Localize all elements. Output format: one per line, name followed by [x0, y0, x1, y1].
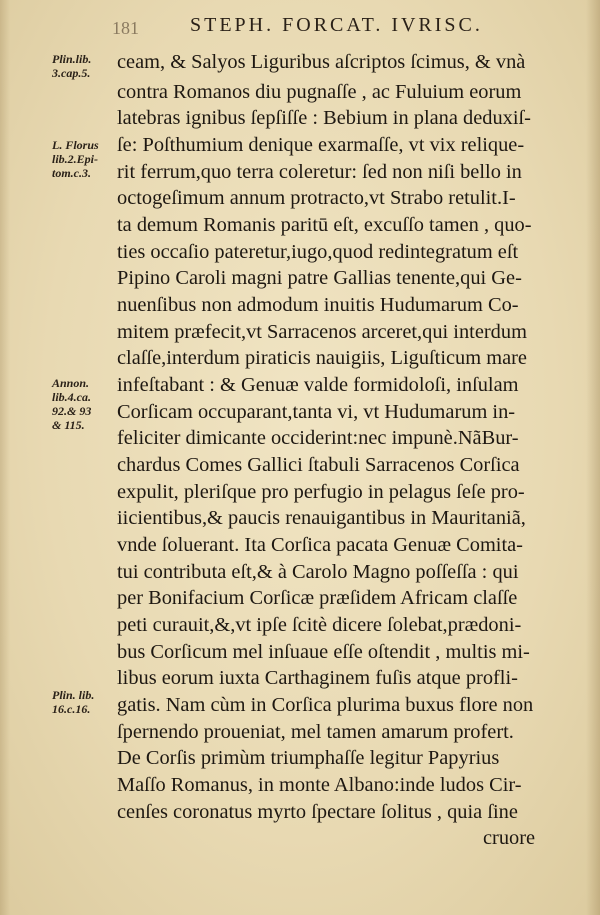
- text-line: expulit, pleriſque pro perfugio in pelagus ſeſe pro-: [117, 481, 525, 503]
- text-line: claſſe,interdum piraticis nauigiis, Liguſticum mare: [117, 347, 527, 369]
- text-line: Maſſo Romanus, in monte Albano:inde ludos Cir-: [117, 774, 522, 796]
- text-line: rit ferrum,quo terra coleretur: ſed non niſi bello in: [117, 161, 522, 183]
- text-line: bus Corſicum mel inſuaue eſſe oſtendit , multis mi-: [117, 641, 530, 663]
- text-line: ſe: Poſthumium denique exarmaſſe, vt vix relique-: [117, 134, 525, 156]
- text-line: cenſes coronatus myrto ſpectare ſolitus , quia ſine: [117, 801, 518, 823]
- text-line: peti curauit,&,vt ipſe ſcitè dicere ſolebat,prædoni-: [117, 614, 522, 636]
- text-line: contra Romanos diu pugnaſſe , ac Fuluium eorum: [117, 81, 522, 103]
- text-line: iicientibus,& paucis renauigantibus in Mauritaniã,: [117, 507, 526, 529]
- text-line: Corſicam occuparant,tanta vi, vt Hudumarum in-: [117, 401, 516, 423]
- margin-note: L. Florus lib.2.Epi- tom.c.3.: [52, 138, 99, 180]
- margin-note: Annon. lib.4.ca. 92.& 93 & 115.: [52, 376, 92, 432]
- text-line: nuenſibus non admodum inuitis Hudumarum Co-: [117, 294, 519, 316]
- text-line: Pipino Caroli magni patre Gallias tenente,qui Ge-: [117, 267, 522, 289]
- text-line: ta demum Romanis paritū eſt, excuſſo tamen , quo-: [117, 214, 532, 236]
- folio-number: 181: [112, 18, 139, 38]
- text-line: octogeſimum annum protracto,vt Strabo retulit.I-: [117, 187, 516, 209]
- margin-note: Plin. lib. 16.c.16.: [52, 688, 95, 716]
- text-line: libus eorum iuxta Carthaginem fuſis atque profli-: [117, 667, 518, 689]
- margin-note: Plin.lib. 3.cap.5.: [52, 52, 92, 80]
- text-line: ties occaſio pateretur,iugo,quod redintegratum eſt: [117, 241, 519, 263]
- text-line: infeſtabant : & Genuæ valde formidoloſi, inſulam: [117, 374, 519, 396]
- text-line: gatis. Nam cùm in Corſica plurima buxus flore non: [117, 694, 534, 716]
- page-header: [0, 2, 600, 44]
- page-right-shadow: [586, 0, 600, 915]
- text-line: De Corſis primùm triumphaſſe legitur Papyrius: [117, 747, 500, 769]
- text-line: per Bonifacium Corſicæ præſidem Africam claſſe: [117, 587, 518, 609]
- page-left-shadow: [0, 0, 10, 915]
- text-line: chardus Comes Gallici ſtabuli Sarracenos Corſica: [117, 454, 520, 476]
- text-line: latebras ignibus ſepſiſſe : Bebium in plana deduxiſ-: [117, 107, 531, 129]
- text-line: tui contributa eſt,& à Carolo Magno poſſeſſa : qui: [117, 561, 519, 583]
- catchword: cruore: [483, 827, 536, 849]
- text-line: ceam, & Salyos Liguribus aſcriptos ſcimus, & vnà: [117, 51, 526, 73]
- text-line: mitem præfecit,vt Sarracenos arceret,qui interdum: [117, 321, 527, 343]
- text-line: feliciter dimicante occiderint:nec impunè.NãBur-: [117, 427, 519, 449]
- text-line: vnde ſoluerant. Ita Corſica pacata Genuæ Comita-: [117, 534, 523, 556]
- running-head: STEPH. FORCAT. IVRISC.: [190, 14, 483, 36]
- text-line: ſpernendo proueniat, mel tamen amarum profert.: [117, 721, 514, 743]
